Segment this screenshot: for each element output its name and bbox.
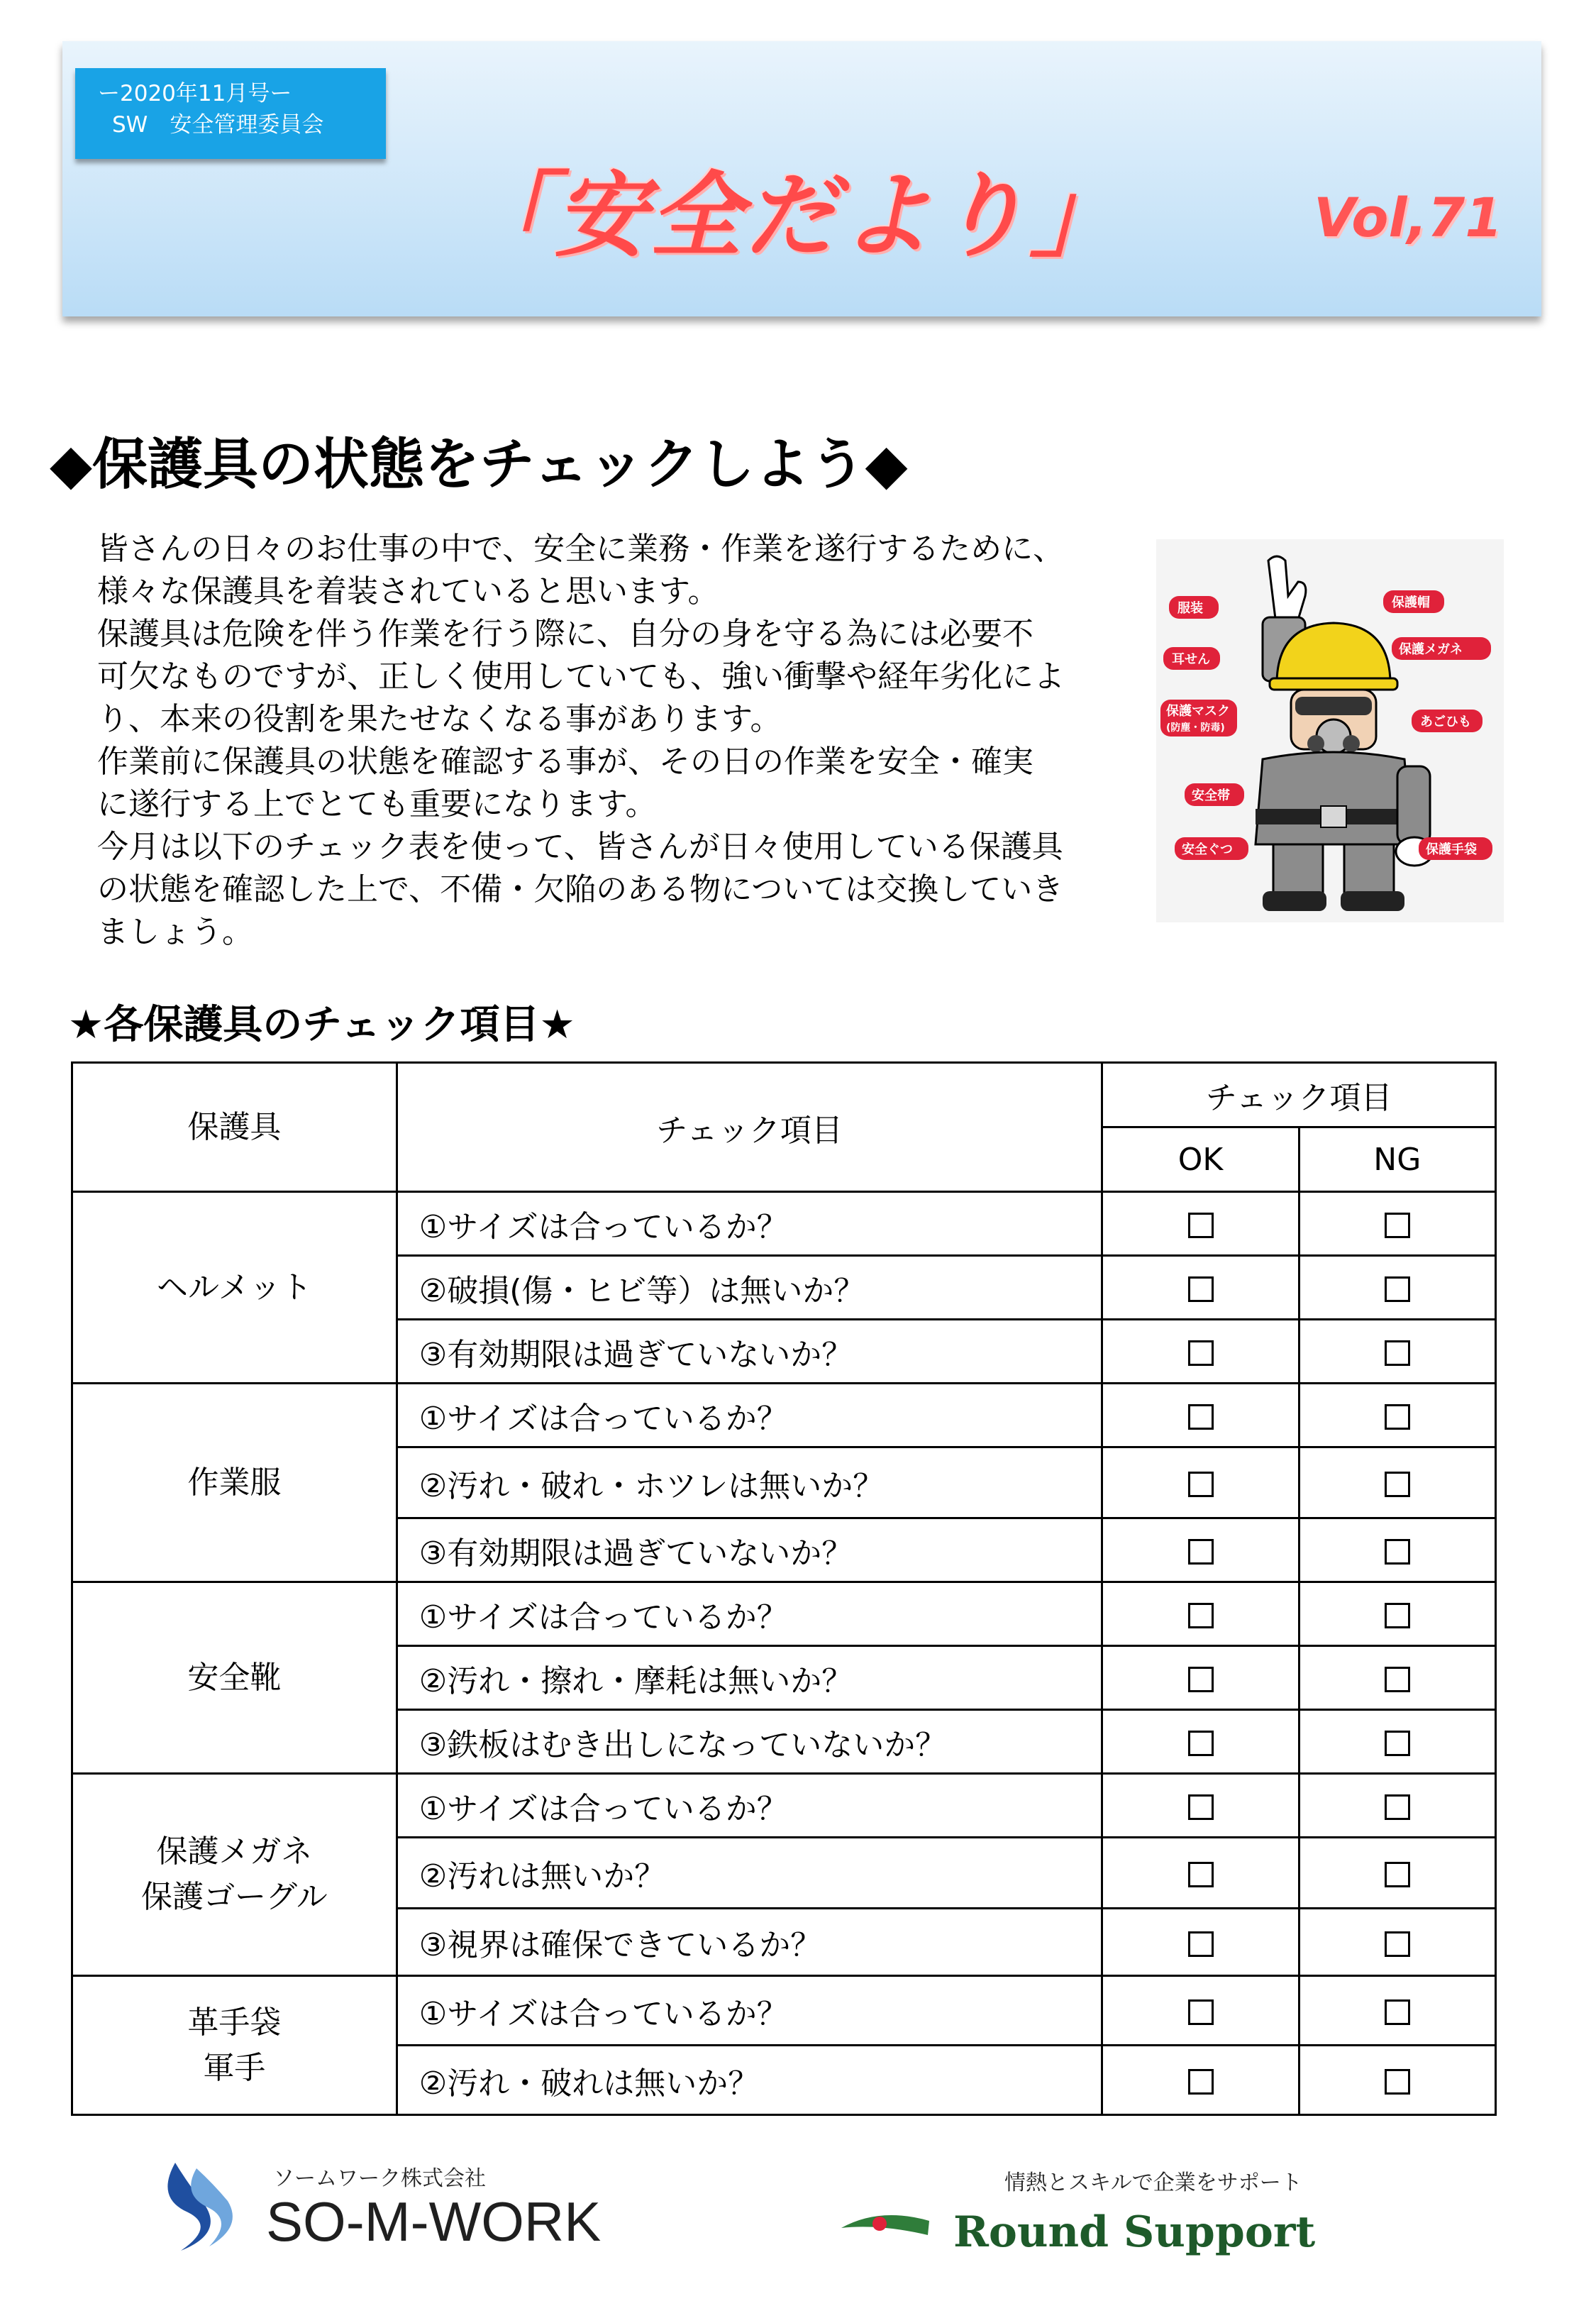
ok-cell <box>1102 1774 1299 1838</box>
ok-cell <box>1102 1909 1299 1976</box>
check-item: ②汚れ・破れは無いか？ <box>397 2046 1102 2115</box>
ng-cell <box>1299 1838 1495 1909</box>
tag-gloves: 保護手袋 <box>1426 842 1477 857</box>
rs-brand-name: Round Support <box>953 2207 1316 2257</box>
checklist-heading: ★各保護具のチェック項目★ <box>68 1002 575 1048</box>
ng-checkbox[interactable] <box>1385 2069 1410 2095</box>
ok-checkbox[interactable] <box>1188 1667 1214 1692</box>
check-item: ③視界は確保できているか？ <box>397 1909 1102 1976</box>
tag-chinstrap: あごひも <box>1420 715 1471 729</box>
table-row <box>72 1774 1496 1838</box>
intro-text <box>97 528 1119 954</box>
label-tag <box>1160 700 1237 737</box>
label-tag <box>1412 710 1483 732</box>
equipment-name: 保護メガネ <box>156 1833 313 1870</box>
ng-cell <box>1299 1582 1495 1646</box>
check-item: ②汚れ・擦れ・摩耗は無いか？ <box>397 1646 1102 1710</box>
tag-clothing: 服装 <box>1177 601 1203 616</box>
sw-brand-name: SO-M-WORK <box>266 2190 602 2253</box>
check-item: ①サイズは合っているか？ <box>397 1582 1102 1646</box>
table-row <box>72 1582 1496 1646</box>
intro-line: 皆さんの日々のお仕事の中で、安全に業務・作業を遂行するために、 <box>97 531 1065 567</box>
check-item: ①サイズは合っているか？ <box>397 1192 1102 1256</box>
check-item: ①サイズは合っているか？ <box>397 1384 1102 1447</box>
ng-checkbox[interactable] <box>1385 1276 1410 1302</box>
ng-checkbox[interactable] <box>1385 1999 1410 2025</box>
col-item-header: チェック項目 <box>397 1063 1102 1192</box>
ng-checkbox[interactable] <box>1385 1472 1410 1497</box>
intro-line: り、本来の役割を果たせなくなる事があります。 <box>97 701 782 737</box>
tag-harness: 安全帯 <box>1192 788 1230 803</box>
intro-line: の状態を確認した上で、不備・欠陥のある物については交換していき <box>97 871 1064 907</box>
ok-cell <box>1102 1192 1299 1256</box>
equipment-cell <box>72 1384 397 1582</box>
round-support-logo <box>837 2164 1376 2263</box>
equipment-name: 安全靴 <box>187 1659 282 1696</box>
col-equipment-header: 保護具 <box>72 1063 397 1192</box>
ok-cell <box>1102 1518 1299 1582</box>
intro-line: 作業前に保護具の状態を確認する事が、その日の作業を安全・確実 <box>97 744 1033 780</box>
ng-cell <box>1299 1774 1495 1838</box>
intro-line: 今月は以下のチェック表を使って、皆さんが日々使用している保護具 <box>97 829 1063 865</box>
ok-cell <box>1102 1320 1299 1384</box>
sw-company-name: ソームワーク株式会社 <box>273 2166 486 2191</box>
checklist-table <box>71 1061 1497 2116</box>
ng-checkbox[interactable] <box>1385 1667 1410 1692</box>
ng-checkbox[interactable] <box>1385 1340 1410 1366</box>
volume-number: Vol,71 <box>1314 186 1503 249</box>
issue-label <box>75 68 386 159</box>
table-row <box>72 1192 1496 1256</box>
ok-checkbox[interactable] <box>1188 1999 1214 2025</box>
ng-cell <box>1299 1710 1495 1774</box>
ok-cell <box>1102 1646 1299 1710</box>
intro-line: に遂行する上でとても重要になります。 <box>97 786 657 822</box>
col-ng-header: NG <box>1299 1127 1495 1192</box>
tag-safety-glasses: 保護メガネ <box>1399 642 1463 657</box>
table-row <box>72 1384 1496 1447</box>
table-header-row <box>72 1063 1496 1127</box>
ok-cell <box>1102 1582 1299 1646</box>
ng-cell <box>1299 1320 1495 1384</box>
label-tag <box>1383 590 1444 613</box>
ng-cell <box>1299 1192 1495 1256</box>
ok-checkbox[interactable] <box>1188 2069 1214 2095</box>
equipment-cell <box>72 1582 397 1774</box>
ok-cell <box>1102 1256 1299 1320</box>
tag-mask-sub: (防塵・防毒) <box>1166 722 1225 734</box>
ok-cell <box>1102 2046 1299 2115</box>
ok-cell <box>1102 1976 1299 2046</box>
ng-cell <box>1299 1909 1495 1976</box>
tag-earplugs: 耳せん <box>1172 652 1210 667</box>
ng-checkbox[interactable] <box>1385 1539 1410 1565</box>
tag-mask: 保護マスク <box>1166 704 1230 719</box>
worker-illustration <box>1156 539 1504 922</box>
ng-checkbox[interactable] <box>1385 1404 1410 1430</box>
ng-cell <box>1299 1518 1495 1582</box>
check-item: ③有効期限は過ぎていないか？ <box>397 1518 1102 1582</box>
check-item: ②汚れは無いか？ <box>397 1838 1102 1909</box>
ok-checkbox[interactable] <box>1188 1731 1214 1756</box>
col-check-group-header: チェック項目 <box>1102 1063 1496 1127</box>
ok-checkbox[interactable] <box>1188 1539 1214 1565</box>
table-row <box>72 1976 1496 2046</box>
ng-checkbox[interactable] <box>1385 1931 1410 1957</box>
ng-cell <box>1299 1447 1495 1518</box>
ok-checkbox[interactable] <box>1188 1404 1214 1430</box>
section-heading: ◆保護具の状態をチェックしよう◆ <box>50 433 908 497</box>
intro-line: 様々な保護具を着装されていると思います。 <box>97 573 719 609</box>
ng-cell <box>1299 1976 1495 2046</box>
ok-checkbox[interactable] <box>1188 1213 1214 1238</box>
equipment-cell <box>72 1774 397 1976</box>
ng-checkbox[interactable] <box>1385 1213 1410 1238</box>
intro-line: 保護具は危険を伴う作業を行う際に、自分の身を守る為には必要不 <box>97 616 1033 652</box>
ng-checkbox[interactable] <box>1385 1731 1410 1756</box>
label-tag <box>1169 596 1219 619</box>
ng-cell <box>1299 1384 1495 1447</box>
label-tag <box>1185 783 1244 806</box>
check-item: ①サイズは合っているか？ <box>397 1976 1102 2046</box>
tag-safety-shoes: 安全ぐつ <box>1182 842 1233 857</box>
somwork-logo <box>160 2156 699 2255</box>
ng-cell <box>1299 1646 1495 1710</box>
ng-cell <box>1299 1256 1495 1320</box>
ok-checkbox[interactable] <box>1188 1472 1214 1497</box>
ng-checkbox[interactable] <box>1385 1862 1410 1887</box>
ok-checkbox[interactable] <box>1188 1931 1214 1957</box>
ng-checkbox[interactable] <box>1385 1603 1410 1628</box>
equipment-name: 保護ゴーグル <box>141 1879 328 1915</box>
intro-line: 可欠なものですが、正しく使用していても、強い衝撃や経年劣化によ <box>97 658 1065 695</box>
ok-checkbox[interactable] <box>1188 1276 1214 1302</box>
committee-name: SW 安全管理委員会 <box>112 112 324 138</box>
ok-cell <box>1102 1447 1299 1518</box>
ok-cell <box>1102 1838 1299 1909</box>
equipment-cell <box>72 1192 397 1384</box>
equipment-name: 作業服 <box>187 1464 282 1501</box>
check-item: ②破損(傷・ヒビ等）は無いか？ <box>397 1256 1102 1320</box>
rs-tagline: 情熱とスキルで企業をサポート <box>1004 2170 1302 2195</box>
label-tag <box>1392 637 1491 660</box>
ng-cell <box>1299 2046 1495 2115</box>
col-ok-header: OK <box>1102 1127 1299 1192</box>
ok-checkbox[interactable] <box>1188 1603 1214 1628</box>
label-tag <box>1163 647 1220 670</box>
check-item: ③有効期限は過ぎていないか？ <box>397 1320 1102 1384</box>
ok-checkbox[interactable] <box>1188 1862 1214 1887</box>
check-item: ③鉄板はむき出しになっていないか？ <box>397 1710 1102 1774</box>
equipment-name: 革手袋 <box>187 2004 282 2041</box>
equipment-name: 軍手 <box>203 2049 266 2086</box>
equipment-cell <box>72 1976 397 2115</box>
check-item: ②汚れ・破れ・ホツレは無いか？ <box>397 1447 1102 1518</box>
issue-date: ー2020年11月号ー <box>98 81 292 106</box>
ok-checkbox[interactable] <box>1188 1340 1214 1366</box>
equipment-name: ヘルメット <box>157 1269 312 1306</box>
label-tag <box>1175 837 1248 860</box>
ok-cell <box>1102 1710 1299 1774</box>
ng-checkbox[interactable] <box>1385 1794 1410 1820</box>
newsletter-title: 「安全だより」 <box>460 162 1126 270</box>
label-tag <box>1419 837 1492 860</box>
ok-checkbox[interactable] <box>1188 1794 1214 1820</box>
tag-helmet: 保護帽 <box>1392 595 1430 610</box>
check-item: ①サイズは合っているか？ <box>397 1774 1102 1838</box>
intro-line: ましょう。 <box>97 914 253 950</box>
ok-cell <box>1102 1384 1299 1447</box>
